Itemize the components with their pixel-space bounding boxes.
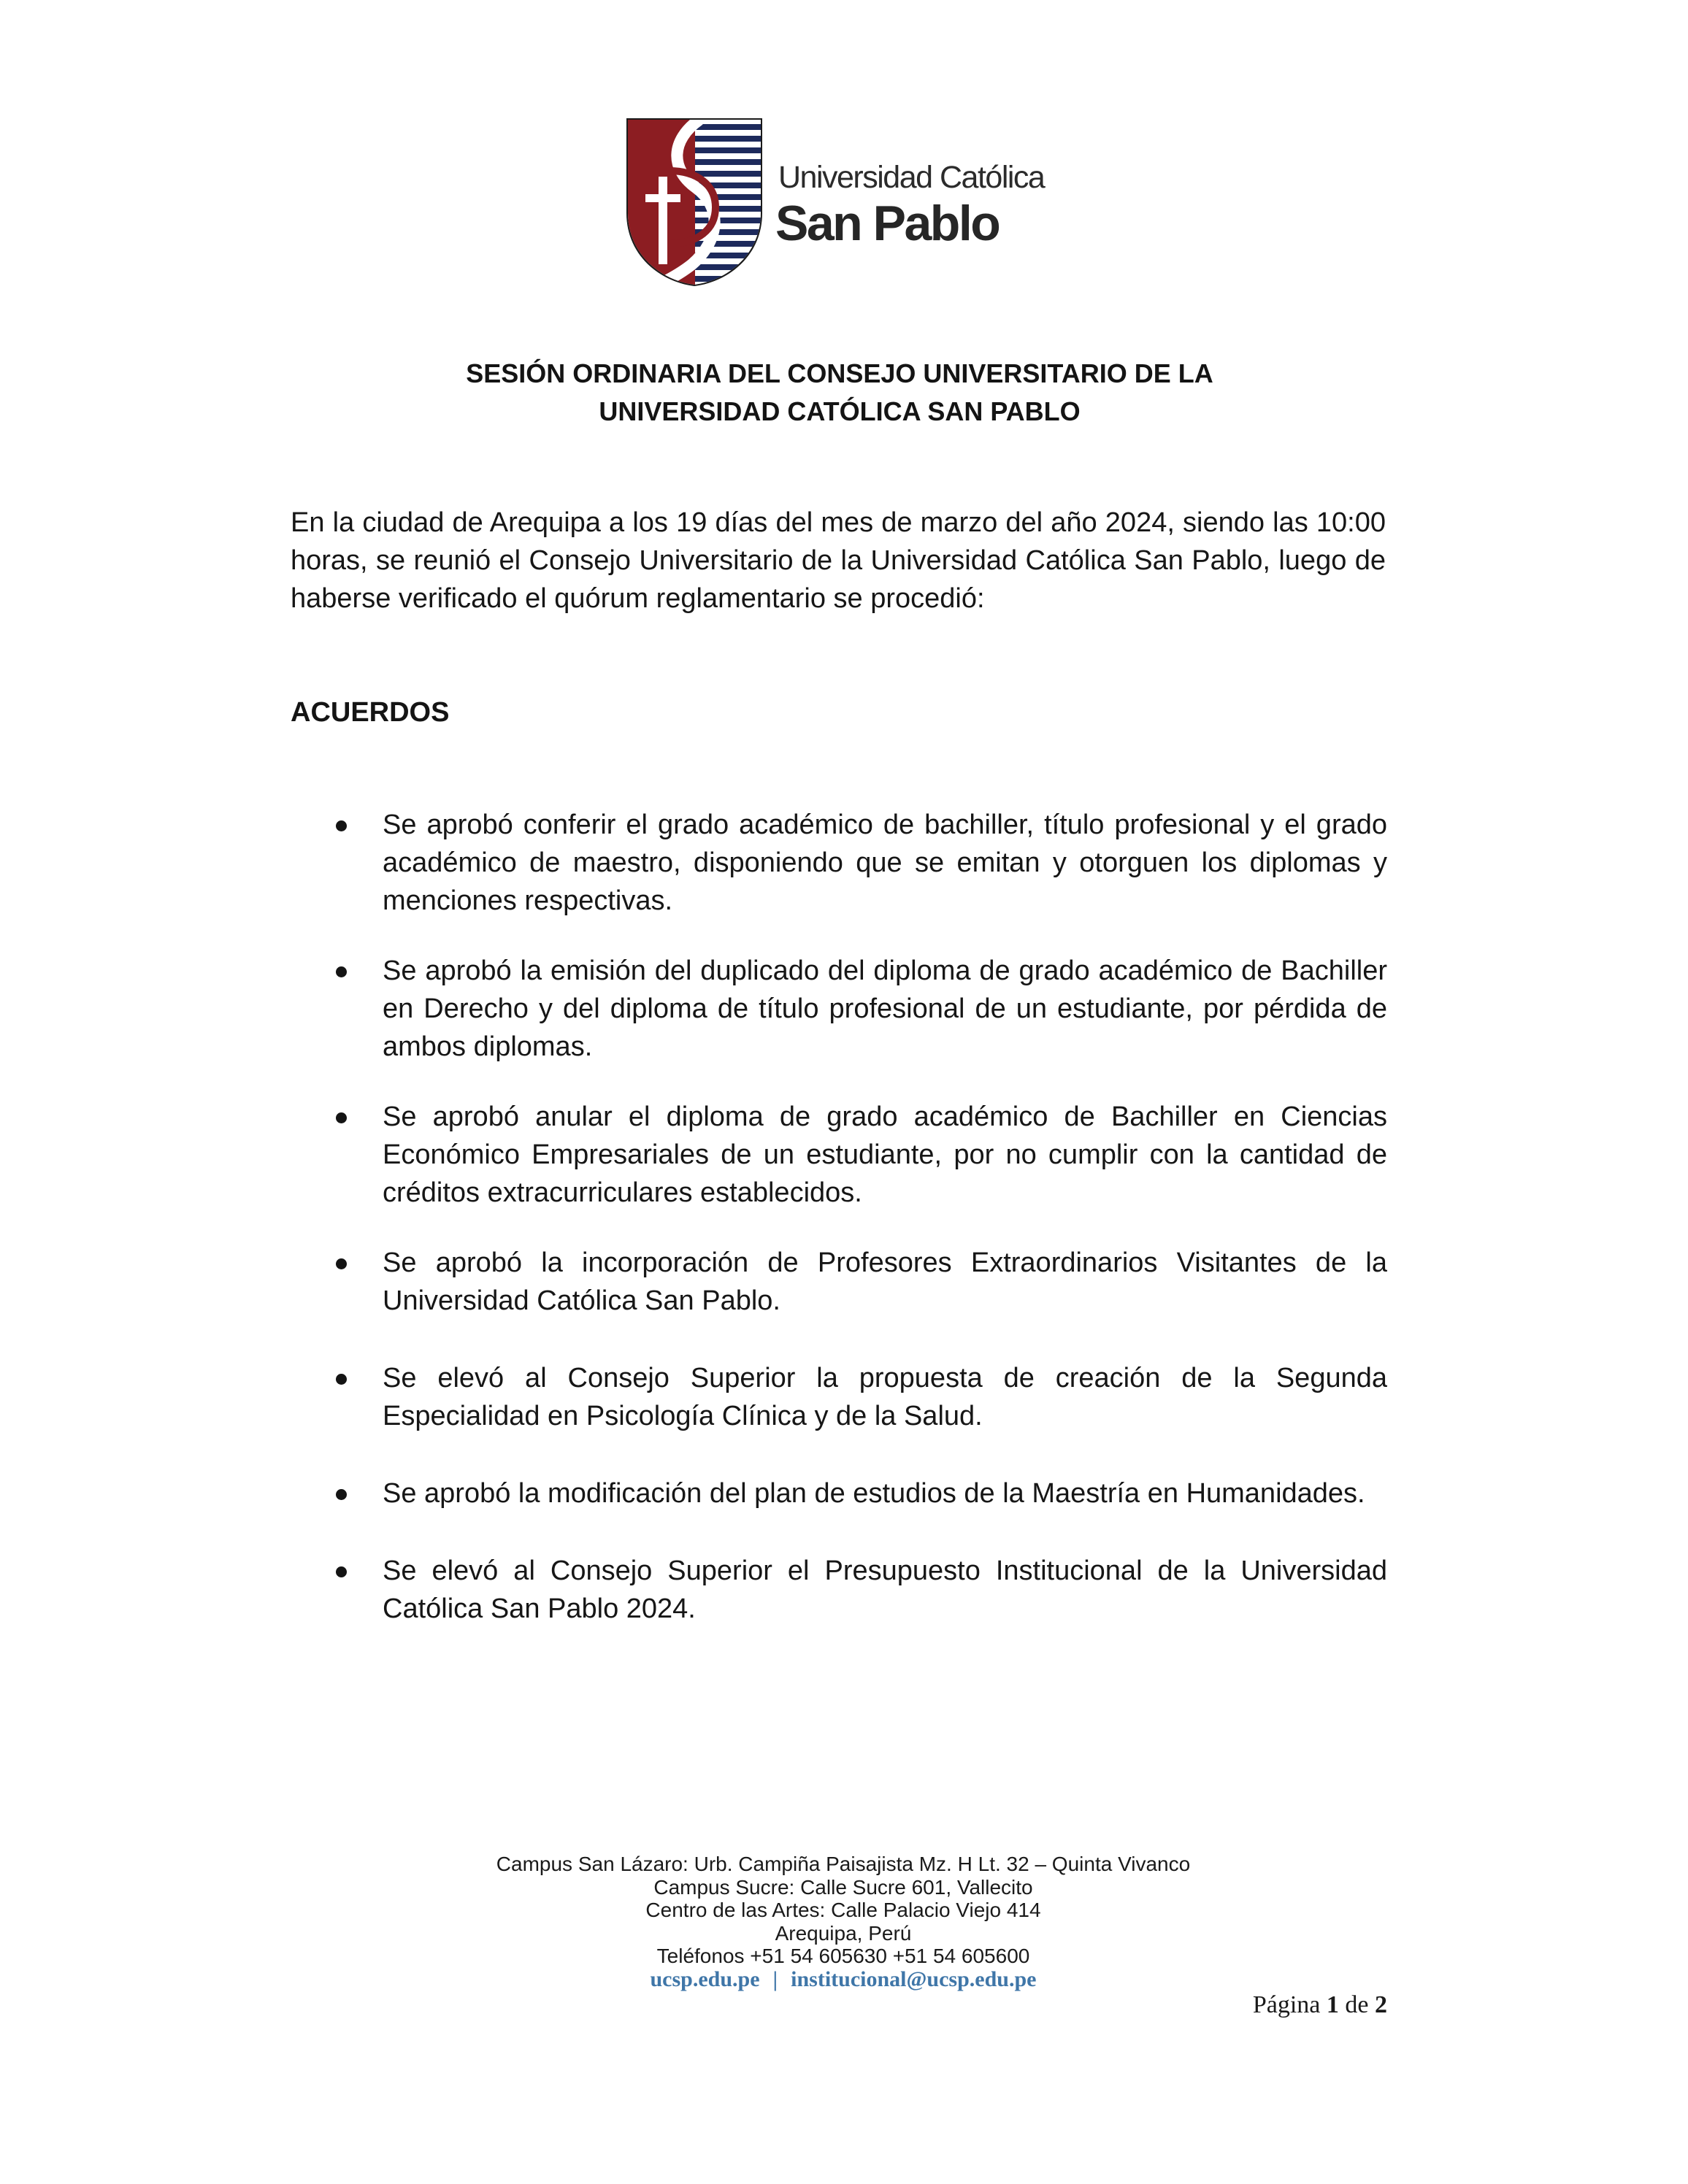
footer-links [292,1968,1394,1991]
bullet-icon [336,1374,347,1385]
university-logo [626,118,1045,291]
title-line-2: UNIVERSIDAD CATÓLICA SAN PABLO [599,396,1081,426]
bullet-icon [336,1489,347,1500]
logo-text-san-pablo: San Pablo [775,196,1000,251]
footer-campus-san-lazaro: Campus San Lázaro: Urb. Campiña Paisajista Mz. H Lt. 32 – Quinta Vivanco [496,1853,1191,1875]
page-label: Página [1252,1991,1321,2018]
footer-campus-sucre: Campus Sucre: Calle Sucre 601, Vallecito [653,1875,1033,1899]
page-number [1253,1991,1387,2019]
document-title [292,355,1387,431]
website-link[interactable]: ucsp.edu.pe [650,1966,760,1991]
footer-phones: Teléfonos +51 54 605630 +51 54 605600 [656,1945,1030,1967]
agreement-text: Se aprobó la emisión del duplicado del diploma de grado académico de Bachiller en Derecho y del diploma de título profesional de un estudiante, por pérdida de ambos diplomas. [383,956,1387,1062]
agreement-text: Se elevó al Consejo Superior el Presupuesto Institucional de la Universidad Católica San Pablo 2024. [383,1556,1387,1624]
page-current: 1 [1326,1991,1339,2018]
agreement-text: Se aprobó anular el diploma de grado académico de Bachiller en Ciencias Económico Empresariales de un estudiante, por no cumplir con la cantidad de créditos extracurriculares establecidos. [383,1101,1387,1208]
agreement-text: Se aprobó la incorporación de Profesores Extraordinarios Visitantes de la Universidad Católica San Pablo. [383,1247,1387,1316]
section-heading-acuerdos: ACUERDOS [291,697,450,728]
bullet-icon [336,966,347,977]
shield-emblem-icon [626,118,762,286]
email-link[interactable]: institucional@ucsp.edu.pe [791,1966,1037,1991]
title-line-1: SESIÓN ORDINARIA DEL CONSEJO UNIVERSITARIO DE LA [466,358,1213,388]
page-of-label: de [1345,1991,1369,2018]
agreement-text: Se aprobó conferir el grado académico de bachiller, título profesional y el grado académico de maestro, disponiendo que se emitan y otorguen los diplomas y menciones respectivas. [383,810,1387,916]
bullet-icon [336,1112,347,1123]
bullet-icon [336,1566,347,1577]
link-separator: | [772,1966,778,1991]
page-total: 2 [1375,1991,1387,2018]
page-footer [292,1853,1394,1991]
agreement-text: Se elevó al Consejo Superior la propuesta de creación de la Segunda Especialidad en Psicología Clínica y de la Salud. [383,1363,1387,1431]
footer-centro-artes: Centro de las Artes: Calle Palacio Viejo 414 [645,1899,1041,1921]
logo-text-university: Universidad Católica [778,160,1045,195]
bullet-icon [336,1258,347,1269]
agreement-text: Se aprobó la modificación del plan de estudios de la Maestría en Humanidades. [383,1478,1365,1509]
bullet-icon [336,820,347,831]
intro-paragraph: En la ciudad de Arequipa a los 19 días del mes de marzo del año 2024, siendo las 10:00 horas, se reunió el Consejo Universitario de la Universidad Católica San Pablo, luego de haberse verificado el quórum reglamentario se procedió: [291,507,1386,614]
footer-city: Arequipa, Perú [775,1921,912,1945]
